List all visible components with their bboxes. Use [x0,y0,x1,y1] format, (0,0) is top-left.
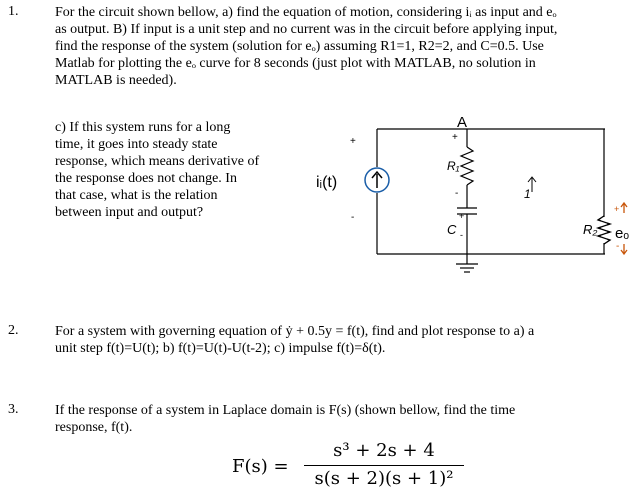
problem-2-number: 2. [8,323,19,338]
problem-1-line: find the response of the system (solution for eₒ) assuming R1=1, R2=2, and C=0.5. Use [55,39,544,54]
problem-1-line: For the circuit shown bellow, a) find the equation of motion, considering iᵢ as input and eₒ [55,5,557,20]
formula-lhs: F(s) = [232,456,289,477]
plus-sign: + [459,211,465,221]
output-arrow-down-icon [621,244,627,254]
current-label: 1 [524,187,531,201]
problem-3-line: response, f(t). [55,420,133,435]
source-label: iᵢ(t) [316,174,338,191]
problem-2-line: For a system with governing equation of ẏ + 0.5y = f(t), find and plot response to a) a [55,324,535,339]
node-a-label: A [457,114,468,131]
fraction-bar [304,465,464,466]
r1-label: R₁ [447,159,460,173]
part-c-line: that case, what is the relation [55,188,218,203]
part-c-line: c) If this system runs for a long [55,120,231,135]
output-plus-sign: + [614,204,620,214]
part-c-line: response, which means derivative of [55,154,260,169]
minus-sign: - [351,212,355,223]
output-label: eₒ [615,225,630,242]
r1-resistor [461,147,473,185]
part-c-line: the response does not change. In [55,171,237,186]
problem-1-line: as output. B) If input is a unit step and no current was in the circuit before applying input, [55,22,558,37]
problem-1-text [55,4,557,89]
problem-3-text [55,402,515,436]
plus-sign: + [350,136,356,147]
c-label: C [447,222,457,237]
r2-label: R₂ [583,222,598,237]
minus-sign: - [455,188,459,199]
problem-1-number: 1. [8,4,19,19]
problem-3-line: If the response of a system in Laplace domain is F(s) (shown bellow, find the time [55,403,516,418]
problem-1-part-c [55,119,305,221]
output-minus-sign: - [616,241,620,252]
laplace-formula [232,440,472,492]
part-c-line: between input and output? [55,205,204,220]
part-c-line: time, it goes into steady state [55,137,218,152]
circuit-diagram [300,112,630,282]
formula-denominator: s(s + 2)(s + 1)² [314,468,454,489]
problem-2-text [55,323,534,357]
formula-numerator: s³ + 2s + 4 [333,440,435,461]
problem-3-number: 3. [8,402,19,417]
problem-2-line: unit step f(t)=U(t); b) f(t)=U(t)-U(t-2); c) impulse f(t)=δ(t). [55,341,386,356]
minus-sign: - [460,230,463,240]
output-arrow-up-icon [621,203,627,213]
problem-1-line: Matlab for plotting the eₒ curve for 8 seconds (just plot with MATLAB, no solution in [55,56,536,71]
problem-1-line: MATLAB is needed). [55,73,177,88]
plus-sign: + [452,132,458,143]
